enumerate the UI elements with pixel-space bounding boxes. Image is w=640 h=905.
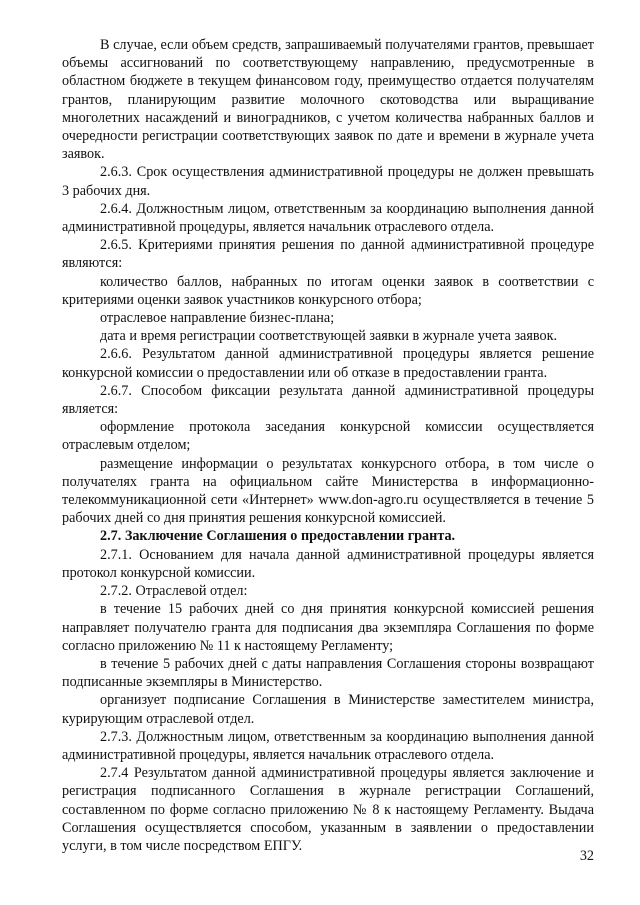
paragraph: размещение информации о результатах конкурсного отбора, в том числе о получателях гранта на официальном сайте Министерства в информационно-телекоммуникационной сети «Интернет» www.don-agro.ru осуществляется в течение 5 рабочих дней со дня принятия решения конкурсной комиссией. xyxy=(62,455,594,527)
paragraph: количество баллов, набранных по итогам оценки заявок в соответствии с критериями оценки заявок участников конкурсного отбора; xyxy=(62,273,594,308)
paragraph: 2.6.3. Срок осуществления административной процедуры не должен превышать 3 рабочих дня. xyxy=(62,164,594,199)
paragraph: 2.7.4 Результатом данной административной процедуры является заключение и регистрация подписанного Соглашения в журнале регистрации Соглашений, составленном по форме согласно приложению № 8 к настоящему Регламенту. Выдача Соглашения осуществляется способом, указанным в заявлении о предоставлении услуги, в том числе посредством ЕПГУ. xyxy=(62,765,594,854)
paragraph: 2.6.4. Должностным лицом, ответственным за координацию выполнения данной административной процедуры, является начальник отраслевого отдела. xyxy=(62,200,594,236)
document-body xyxy=(62,36,594,855)
paragraph: В случае, если объем средств, запрашиваемый получателями грантов, превышает объемы ассигнований по соответствующему направлению, предусмотренные в областном бюджете в текущем финансовом году, преимущество отдается получателям грантов, планирующим развитие молочного скотоводства или выращивание многолетних насаждений и виноградников, с учетом количества набранных баллов и очередности регистрации соответствующих заявок по дате и времени в журнале учета заявок. xyxy=(62,37,594,163)
paragraph: в течение 5 рабочих дней с даты направления Соглашения стороны возвращают подписанные экземпляры в Министерство. xyxy=(62,655,594,691)
paragraph: 2.7.2. Отраслевой отдел: xyxy=(100,583,248,600)
paragraph: 2.6.7. Способом фиксации результата данной административной процедуры является: xyxy=(62,382,594,418)
paragraph: организует подписание Соглашения в Министерстве заместителем министра, курирующим отраслевой отдел. xyxy=(62,692,594,727)
paragraph: дата и время регистрации соответствующей заявки в журнале учета заявок. xyxy=(100,328,558,345)
paragraph: 2.7.3. Должностным лицом, ответственным за координацию выполнения данной административной процедуры, является начальник отраслевого отдела. xyxy=(62,728,594,763)
section-heading: 2.7. Заключение Соглашения о предоставлении гранта. xyxy=(100,528,456,545)
paragraph: 2.6.5. Критериями принятия решения по данной административной процедуре являются: xyxy=(62,237,594,272)
paragraph: 2.7.1. Основанием для начала данной административной процедуры является протокол конкурсной комиссии. xyxy=(62,546,594,581)
paragraph: 2.6.6. Результатом данной административной процедуры является решение конкурсной комиссии о предоставлении или об отказе в предоставлении гранта. xyxy=(62,346,594,381)
paragraph: оформление протокола заседания конкурсной комиссии осуществляется отраслевым отделом; xyxy=(62,419,594,454)
paragraph: отраслевое направление бизнес-плана; xyxy=(100,310,335,327)
paragraph: в течение 15 рабочих дней со дня принятия конкурсной комиссией решения направляет получателю гранта для подписания два экземпляра Соглашения по форме согласно приложению № 11 к настоящему Регламенту; xyxy=(62,601,594,654)
page-number: 32 xyxy=(579,848,594,864)
